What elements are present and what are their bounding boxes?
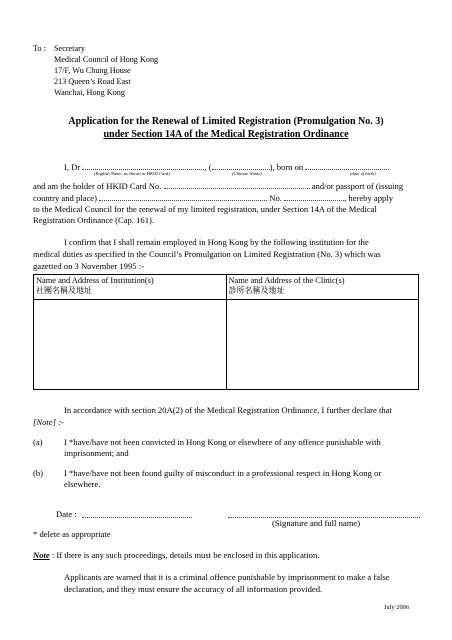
comma-paren: , ( — [204, 162, 212, 172]
signature-label: (Signature and full name) — [272, 518, 361, 528]
hereby-apply-label: , hereby apply — [344, 193, 393, 203]
declaration-line-3 — [33, 192, 393, 204]
address-line-4: 213 Queen’s Road East — [54, 77, 131, 86]
declaration-line-4: to the Medical Council for the renewal of my limited registration, under Section 14A of the Medical — [33, 204, 377, 214]
hint-date-of-birth: (date of birth) — [350, 171, 376, 176]
note-text: : If there is any such proceedings, details must be enclosed in this application. — [51, 550, 320, 560]
i-dr-label: I, Dr — [64, 162, 81, 172]
hint-chinese-name: (Chinese Name) — [232, 171, 262, 176]
date-field[interactable] — [82, 517, 192, 518]
item-b-line-2: elsewhere. — [64, 479, 101, 489]
address-line-5: Wanchai, Hong Kong — [54, 88, 125, 97]
confirm-line-2: medical duties as specified in the Council’s Promulgation on Limited Registration (No. 3) which was — [33, 249, 381, 259]
date-label: Date : — [56, 509, 77, 519]
clinic-header-en: Name and Address of the Clinic(s) — [228, 276, 345, 285]
passport-number-field[interactable] — [284, 192, 344, 201]
delete-note: * delete as appropriate — [33, 529, 111, 539]
english-name-field[interactable] — [82, 161, 204, 170]
item-b-marker: (b) — [33, 468, 44, 478]
chinese-name-field[interactable] — [212, 161, 270, 170]
note-line — [33, 550, 319, 561]
hint-english-name: (English Name, as shown in HKID Card) — [94, 171, 170, 176]
form-title-line-2: under Section 14A of the Medical Registration Ordinance — [103, 129, 349, 140]
item-a-line-2: imprisonment; and — [64, 448, 129, 458]
passport-label: and/or passport of (issuing — [311, 181, 404, 191]
table-header-row — [34, 275, 419, 300]
declaration-line-2 — [33, 180, 403, 192]
institution-entry-cell[interactable] — [34, 300, 227, 390]
issuing-country-field[interactable] — [99, 192, 267, 201]
institution-header — [34, 275, 227, 300]
institution-table — [33, 274, 419, 390]
confirm-line-1: I confirm that I shall remain employed in Hong Kong by the following institution for the — [64, 237, 369, 247]
institution-header-en: Name and Address of Institution(s) — [36, 276, 154, 285]
date-of-birth-field[interactable] — [305, 161, 389, 170]
note-label: Note — [33, 550, 50, 560]
form-title-line-1: Application for the Renewal of Limited Registration (Promulgation No. 3) — [68, 116, 384, 127]
note-reference: [Note] :- — [33, 417, 64, 427]
footer-date: July 2006 — [384, 604, 410, 611]
hkid-label: and am the holder of HKID Card No. — [33, 181, 162, 191]
passport-no-label: No. — [269, 193, 282, 203]
institution-header-zh: 社團名稱及地址 — [36, 286, 92, 296]
address-line-3: 17/F, Wu Chung House — [54, 66, 131, 75]
table-entry-row — [34, 300, 419, 390]
warning-line-2: declaration, and they must ensure the accuracy of all information provided. — [64, 584, 323, 594]
confirm-line-3: gazetted on 3 November 1995 :- — [33, 261, 144, 271]
declaration-line-5: Registration Ordinance (Cap. 161). — [33, 215, 154, 225]
item-b-line-1: I *have/have not been found guilty of misconduct in a professional respect in Hong Kong or — [64, 468, 382, 478]
accordance-line-1: In accordance with section 20A(2) of the Medical Registration Ordinance, I further declare that — [64, 405, 392, 415]
clinic-header-zh: 診所名稱及地址 — [228, 286, 285, 296]
hkid-number-field[interactable] — [164, 180, 310, 189]
to-label: To : — [33, 44, 46, 53]
address-line-1: Secretary — [54, 44, 85, 53]
clinic-header — [226, 275, 419, 300]
born-on-label: ), born on — [269, 162, 304, 172]
warning-line-1: Applicants are warned that it is a criminal offence punishable by imprisonment to make a false — [64, 572, 390, 582]
item-a-line-1: I *have/have not been convicted in Hong Kong or elsewhere of any offence punishable with — [64, 437, 381, 447]
item-a-marker: (a) — [33, 437, 43, 447]
clinic-entry-cell[interactable] — [226, 300, 419, 390]
address-line-2: Medical Council of Hong Kong — [54, 55, 159, 64]
issuing-country-label: country and place) — [33, 193, 97, 203]
